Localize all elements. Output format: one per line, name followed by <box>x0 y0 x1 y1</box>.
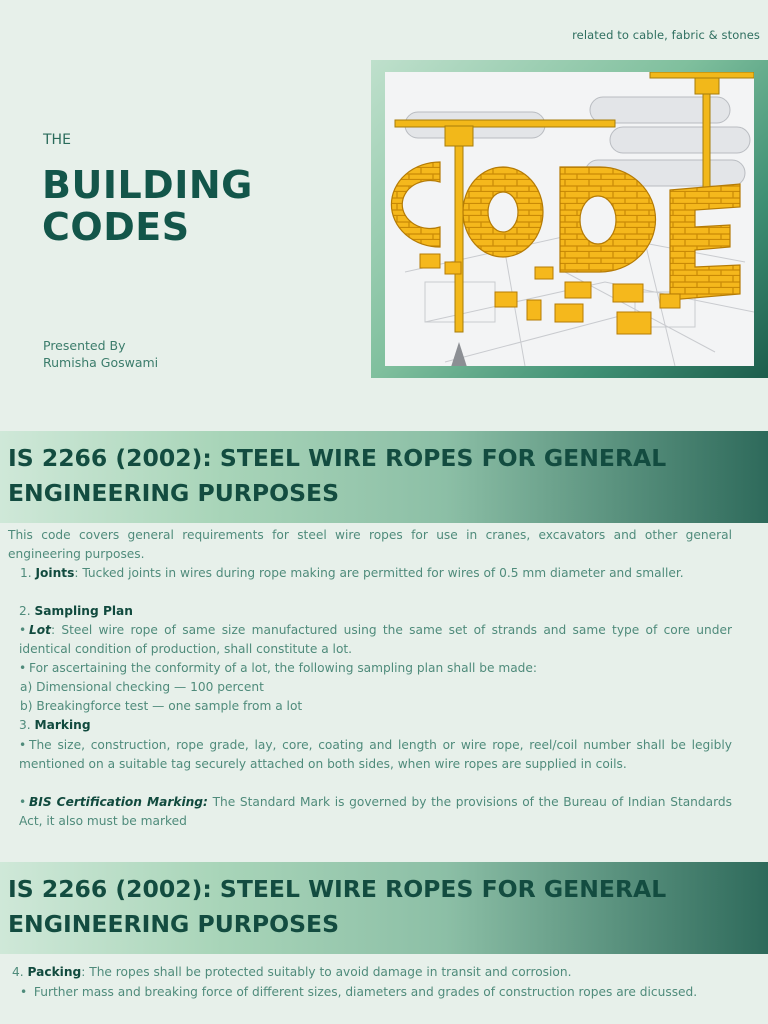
list-number: 1. <box>20 566 32 580</box>
title-line-2: CODES <box>42 205 190 249</box>
section-2-heading: IS 2266 (2002): STEEL WIRE ROPES FOR GENERAL ENGINEERING PURPOSES <box>8 875 667 938</box>
cover-image <box>385 72 754 366</box>
further-text: Further mass and breaking force of different sizes, diameters and grades of construction ropes are dicussed. <box>30 985 698 999</box>
bullet-icon: • <box>19 623 27 637</box>
sub-item-b: b) Breakingforce test — one sample from a lot <box>20 699 303 713</box>
page-title <box>42 164 253 248</box>
bullet-icon: • <box>19 661 27 675</box>
lot-text: : Steel wire rope of same size manufactured using the same set of strands and same type of core under identical condition of production, shall constitute a lot. <box>19 623 732 656</box>
presented-by-label: Presented By <box>43 338 126 353</box>
joints-label: Joints <box>35 566 75 580</box>
section-1-intro: This code covers general requirements for steel wire ropes for use in cranes, excavators and other general engineering purposes. <box>8 528 732 561</box>
list-item-conformity <box>19 659 732 678</box>
list-item-marking-text <box>19 736 732 774</box>
code-bricks-illustration <box>385 72 754 366</box>
bullet-icon: • <box>20 985 28 999</box>
section-1-heading: IS 2266 (2002): STEEL WIRE ROPES FOR GENERAL ENGINEERING PURPOSES <box>8 444 667 507</box>
presenter-block <box>43 337 158 371</box>
marking-label: Marking <box>34 718 91 732</box>
sampling-plan-label: Sampling Plan <box>34 604 133 618</box>
bullet-icon: • <box>19 738 27 752</box>
section-1-banner <box>0 431 768 523</box>
packing-label: Packing <box>27 965 82 979</box>
sub-item-a: a) Dimensional checking — 100 percent <box>20 680 264 694</box>
lot-label: Lot <box>29 623 51 637</box>
section-2-banner <box>0 862 768 954</box>
list-item-marking <box>19 716 91 735</box>
list-item-sampling-plan <box>19 602 133 621</box>
bis-text: The Standard Mark is governed by the provisions of the Bureau of Indian Standards Act, it also must be marked <box>19 795 732 828</box>
bis-label: BIS Certification Marking: <box>29 795 208 809</box>
cover-subtitle: related to cable, fabric & stones <box>572 28 760 42</box>
list-number: 3. <box>19 718 31 732</box>
marking-text: The size, construction, rope grade, lay, core, coating and length or wire rope, reel/coil number shall be legibly mentioned on a suitable tag securely attached on both sides, when wire ropes are supplied in coils. <box>19 738 732 771</box>
list-number: 4. <box>12 965 24 979</box>
author-name: Rumisha Goswami <box>43 355 159 370</box>
list-item-further <box>20 983 732 1002</box>
joints-text: : Tucked joints in wires during rope making are permitted for wires of 0.5 mm diameter and smaller. <box>74 566 684 580</box>
bullet-icon: • <box>19 795 27 809</box>
list-item-lot <box>19 621 732 659</box>
list-item-joints <box>20 564 732 583</box>
list-number: 2. <box>19 604 31 618</box>
cover-the-label: THE <box>43 132 71 148</box>
list-item-bis <box>19 793 732 831</box>
packing-text: : The ropes shall be protected suitably to avoid damage in transit and corrosion. <box>81 965 572 979</box>
conformity-text: For ascertaining the conformity of a lot, the following sampling plan shall be made: <box>29 661 538 675</box>
title-line-1: BUILDING <box>42 163 253 207</box>
list-item-packing <box>12 963 571 982</box>
